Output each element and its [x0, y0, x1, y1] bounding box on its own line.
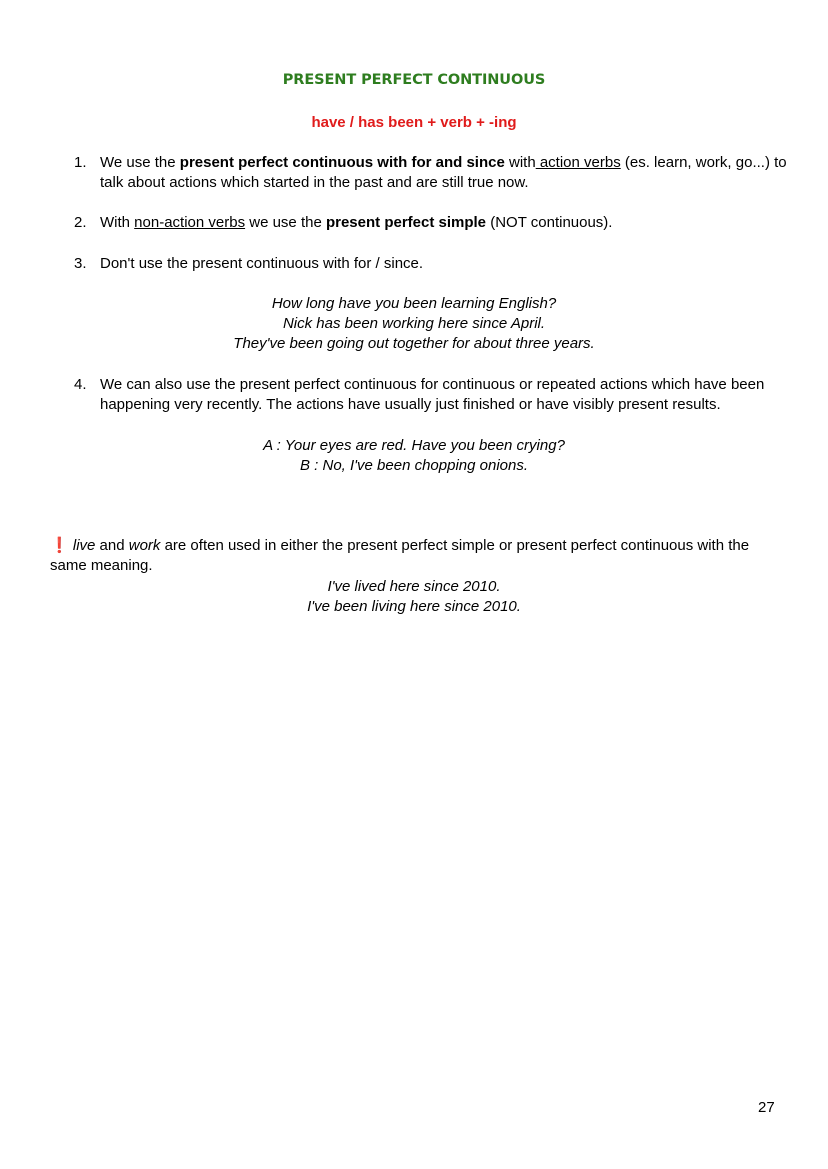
rule-text: We can also use the present perfect continuous for continuous or repeated actions which have been happening very recently. The actions have usually just finished or have visibly present results. [100, 376, 765, 414]
rule-1 [74, 153, 794, 194]
rule-number: 4. [74, 376, 87, 393]
rule-text: Don't use the present continuous with for / since. [100, 255, 424, 272]
formula: have / has been + verb + -ing [311, 114, 517, 131]
note: ❗ live and work are often used in either the present perfect simple or present perfect continuous with the same meaning. [50, 537, 750, 575]
example-sentence: They've been going out together for about three years. [233, 335, 595, 352]
exclamation-icon: ❗ [50, 537, 69, 554]
rule-3 [74, 254, 794, 274]
rule-4 [74, 375, 789, 416]
page-title: PRESENT PERFECT CONTINUOUS [282, 72, 546, 88]
dialogue-line: B : No, I've been chopping onions. [299, 457, 529, 474]
rule-text: With non-action verbs we use the present perfect simple (NOT continuous). [100, 214, 613, 231]
note-example: I've been living here since 2010. [307, 598, 521, 615]
rule-text: We use the present perfect continuous with for and since with action verbs (es. learn, work, go...) to talk about actions which started in the past and are still true now. [100, 154, 787, 192]
dialogue-line: A : Your eyes are red. Have you been crying? [263, 437, 565, 454]
rule-number: 1. [74, 154, 87, 171]
rule-2 [74, 213, 794, 233]
rule-number: 3. [74, 255, 87, 272]
example-sentence: How long have you been learning English? [271, 295, 557, 312]
example-sentence: Nick has been working here since April. [282, 315, 546, 332]
rule-number: 2. [74, 214, 87, 231]
note-example: I've lived here since 2010. [327, 578, 501, 595]
page-number: 27 [758, 1099, 775, 1116]
